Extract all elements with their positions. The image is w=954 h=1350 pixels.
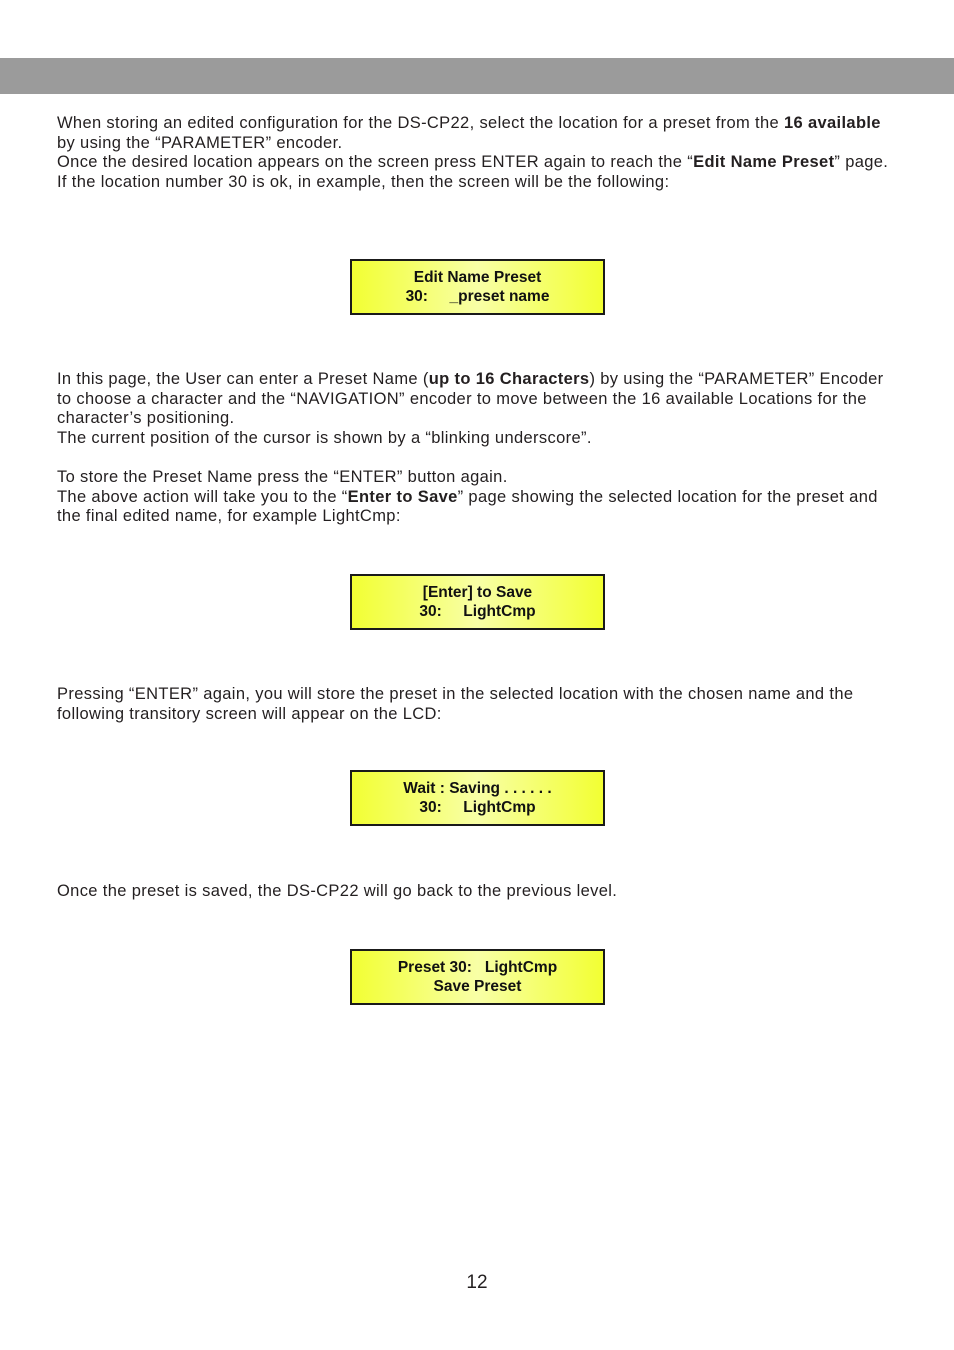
paragraph-saving (57, 685, 897, 724)
lcd-edit-name-preset (350, 259, 605, 315)
paragraph-select-location (57, 114, 897, 192)
lcd-line-1: [Enter] to Save (422, 584, 533, 601)
text-line: Pressing “ENTER” again, you will store the preset in the selected location with the chosen name and the following transitory screen will appear on the LCD: (57, 685, 854, 723)
lcd-line-2: 30: _preset name (405, 288, 550, 305)
text-line: In this page, the User can enter a Preset Name (up to 16 Characters) by using the “PARAMETER” Encoder to choose a character and the “NAVIGATION” encoder to move between the 16 available Locations for the character’s positioning. (57, 370, 884, 428)
lcd-wait-saving (350, 770, 605, 826)
lcd-line-2: 30: LightCmp (419, 603, 536, 620)
emphasis: 16 available (783, 114, 881, 132)
lcd-line-1: Edit Name Preset (413, 269, 542, 286)
text-line: The current position of the cursor is shown by a “blinking underscore”. (57, 428, 592, 447)
header-bar (0, 58, 954, 94)
text-line: When storing an edited configuration for the DS-CP22, select the location for a preset from the 16 available by using the “PARAMETER” encoder. (57, 114, 881, 152)
text-line: To store the Preset Name press the “ENTER” button again. (57, 468, 508, 486)
lcd-line-2: 30: LightCmp (419, 799, 536, 816)
paragraph-saved (57, 882, 897, 902)
emphasis: up to 16 Characters (428, 370, 590, 388)
emphasis: Enter to Save (347, 487, 458, 506)
text-line: If the location number 30 is ok, in example, then the screen will be the following: (57, 172, 670, 191)
lcd-enter-to-save (350, 574, 605, 630)
lcd-line-1: Preset 30: LightCmp (397, 959, 558, 976)
lcd-save-preset (350, 949, 605, 1005)
paragraph-edit-name (57, 370, 897, 448)
emphasis: Edit Name Preset (693, 153, 835, 172)
text-line: Once the preset is saved, the DS-CP22 will go back to the previous level. (57, 882, 618, 900)
lcd-line-2: Save Preset (433, 978, 522, 995)
paragraph-store-name (57, 468, 897, 527)
text-line: Once the desired location appears on the screen press ENTER again to reach the “Edit Name Preset” page. (57, 153, 889, 172)
lcd-line-1: Wait : Saving . . . . . . (403, 780, 552, 797)
text-line: The above action will take you to the “Enter to Save” page showing the selected location for the preset and the final edited name, for example LightCmp: (57, 487, 878, 526)
page-number: 12 (466, 1272, 488, 1293)
